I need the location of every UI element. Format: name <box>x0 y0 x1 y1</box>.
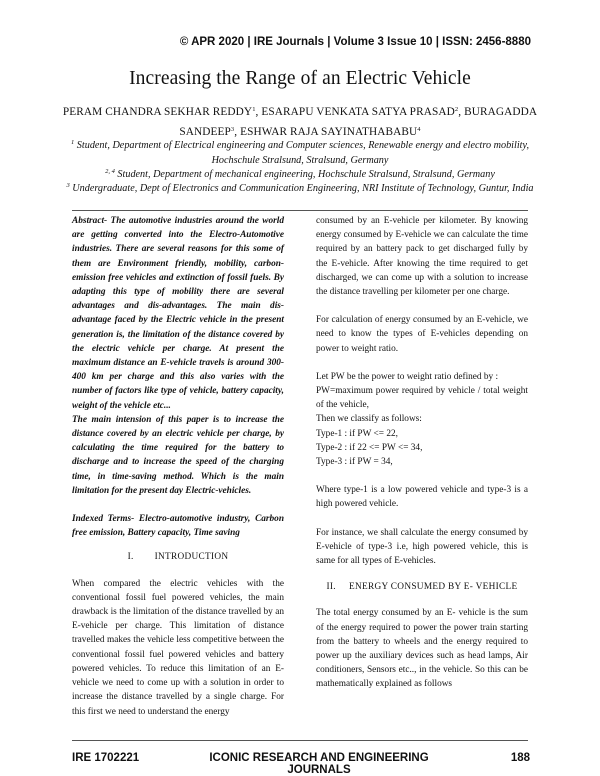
author-superscript: 1 <box>252 106 256 113</box>
equation-line: Type-2 : if 22 <= PW <= 34, <box>316 442 423 453</box>
affiliation-text: Student, Department of mechanical engineering, Hochschule Stralsund, Stralsund, Germany <box>114 169 495 180</box>
journal-header: © APR 2020 | IRE Journals | Volume 3 Issue 10 | ISSN: 2456-8880 <box>179 36 531 48</box>
section-title: INTRODUCTION <box>154 552 229 563</box>
equation-line: Then we classify as follows: <box>316 414 422 425</box>
header-divider <box>72 210 528 211</box>
equation-line: Let PW be the power to weight ratio defined by : <box>316 371 499 382</box>
affiliation-3 <box>60 179 540 197</box>
left-column <box>72 214 284 719</box>
author-superscript: 2 <box>454 106 459 113</box>
affiliation-1 <box>60 136 540 168</box>
affiliation-text: Undergraduate, Dept of Electronics and Communication Engineering, NRI Institute of Technology, Guntur, India <box>69 183 534 194</box>
body-paragraph: For instance, we shall calculate the energy consumed by E-vehicle of type-3 i.e, high powered vehicle, this is same for all types of E-vehicles. <box>316 527 528 567</box>
body-paragraph: Where type-1 is a low powered vehicle and type-3 is a high powered vehicle. <box>316 485 528 510</box>
section-number: I. <box>127 552 134 563</box>
author-superscript: 4 <box>417 126 421 133</box>
author-text: , BURAGADDA <box>458 106 538 118</box>
right-column <box>316 214 528 692</box>
section-number: II. <box>326 582 336 593</box>
equation-line: PW=maximum power required by vehicle / total weight of the vehicle, <box>316 386 528 411</box>
paper-title: Increasing the Range of an Electric Vehicle <box>129 68 471 89</box>
section-heading-energy <box>316 580 528 594</box>
body-paragraph: The total energy consumed by an E- vehicle is the sum of the energy required to power the power train starting from the battery to wheels and the energy required to power up the auxiliary devices such as head lamps, Air conditioners, Sensors etc.., in the vehicle. So this can be mathematically explained as follows <box>316 608 528 690</box>
author-text: PERAM CHANDRA SEKHAR REDDY <box>62 106 253 118</box>
affiliation-superscript: 1 <box>71 139 75 146</box>
author-text: SANDEEP <box>179 126 231 138</box>
author-text: , ESARAPU VENKATA SATYA PRASAD <box>255 106 455 118</box>
equation-line: Type-3 : if PW = 34, <box>316 457 393 468</box>
affiliation-superscript: 2, 4 <box>105 168 115 175</box>
body-paragraph: When compared the electric vehicles with the conventional fossil fuel powered vehicles, the main drawback is the limitation of the distance travelled by an E-vehicle per charge. This limitation of distance travelled makes the vehicle less competitive between the conventional fossil fuel powered vehicles and battery powered vehicles. To reduce this limitation of an E-vehicle we need to come up with a solution in order to increase the distance travelled by a single charge. For this first we need to understand the energy <box>72 578 284 717</box>
author-text: , ESHWAR RAJA SAYINATHABABU <box>234 126 418 138</box>
footer-journal-name: ICONIC RESEARCH AND ENGINEERING JOURNALS <box>209 752 429 776</box>
page-number: 188 <box>510 752 530 764</box>
footer-doc-id: IRE 1702221 <box>72 752 140 764</box>
index-terms: Indexed Terms- Electro-automotive industry, Carbon free emission, Battery capacity, Time saving <box>72 514 284 539</box>
section-heading-introduction <box>72 550 284 564</box>
section-title: ENERGY CONSUMED BY E- VEHICLE <box>349 582 518 593</box>
footer-divider <box>72 740 528 741</box>
abstract-paragraph: The main intension of this paper is to increase the distance covered by an electric vehicle per charge, by calculating the time required for the battery to discharge and to increase the speed of the charging time, in time-saving method. Which is the main limitation for the present day Electric-vehicles. <box>72 414 284 496</box>
author-superscript: 3 <box>230 126 235 133</box>
affiliation-superscript: 3 <box>66 182 70 189</box>
body-paragraph: consumed by an E-vehicle per kilometer. By knowing energy consumed by E-vehicle we can calculate the time required by an battery pack to get discharged fully by the E-vehicle. After knowing the time required to get discharged, we can come up with a solution to increase the distance travelling per kilometer per one charge. <box>316 216 528 298</box>
body-paragraph: For calculation of energy consumed by an E-vehicle, we need to know the types of E-vehicles depending on power to weight ratio. <box>316 315 528 354</box>
author-list <box>62 101 538 141</box>
abstract-paragraph: Abstract- The automotive industries around the world are getting converted into the Electro-Automotive industries. There are several reasons for this some of them are Environment friendly, mobility, carbon-emission free vehicles and extinction of fossil fuels. By adapting this type of mobility there are several advantages and dis-advantages. The main dis-advantage faced by the Electric vehicle in the present generation is, the limitation of the distance covered by the electric vehicle per charge. At present the maximum distance an E-vehicle travels is around 300-400 km per charge and this also varies with the number of factors like type of vehicle, battery capacity, weight of the vehicle etc... <box>72 216 284 411</box>
affiliation-text: Student, Department of Electrical engineering and Computer sciences, Renewable energy and electro mobility, Hochschule Stralsund, Stralsund, Germany <box>74 140 529 166</box>
equation-line: Type-1 : if PW <= 22, <box>316 428 398 439</box>
